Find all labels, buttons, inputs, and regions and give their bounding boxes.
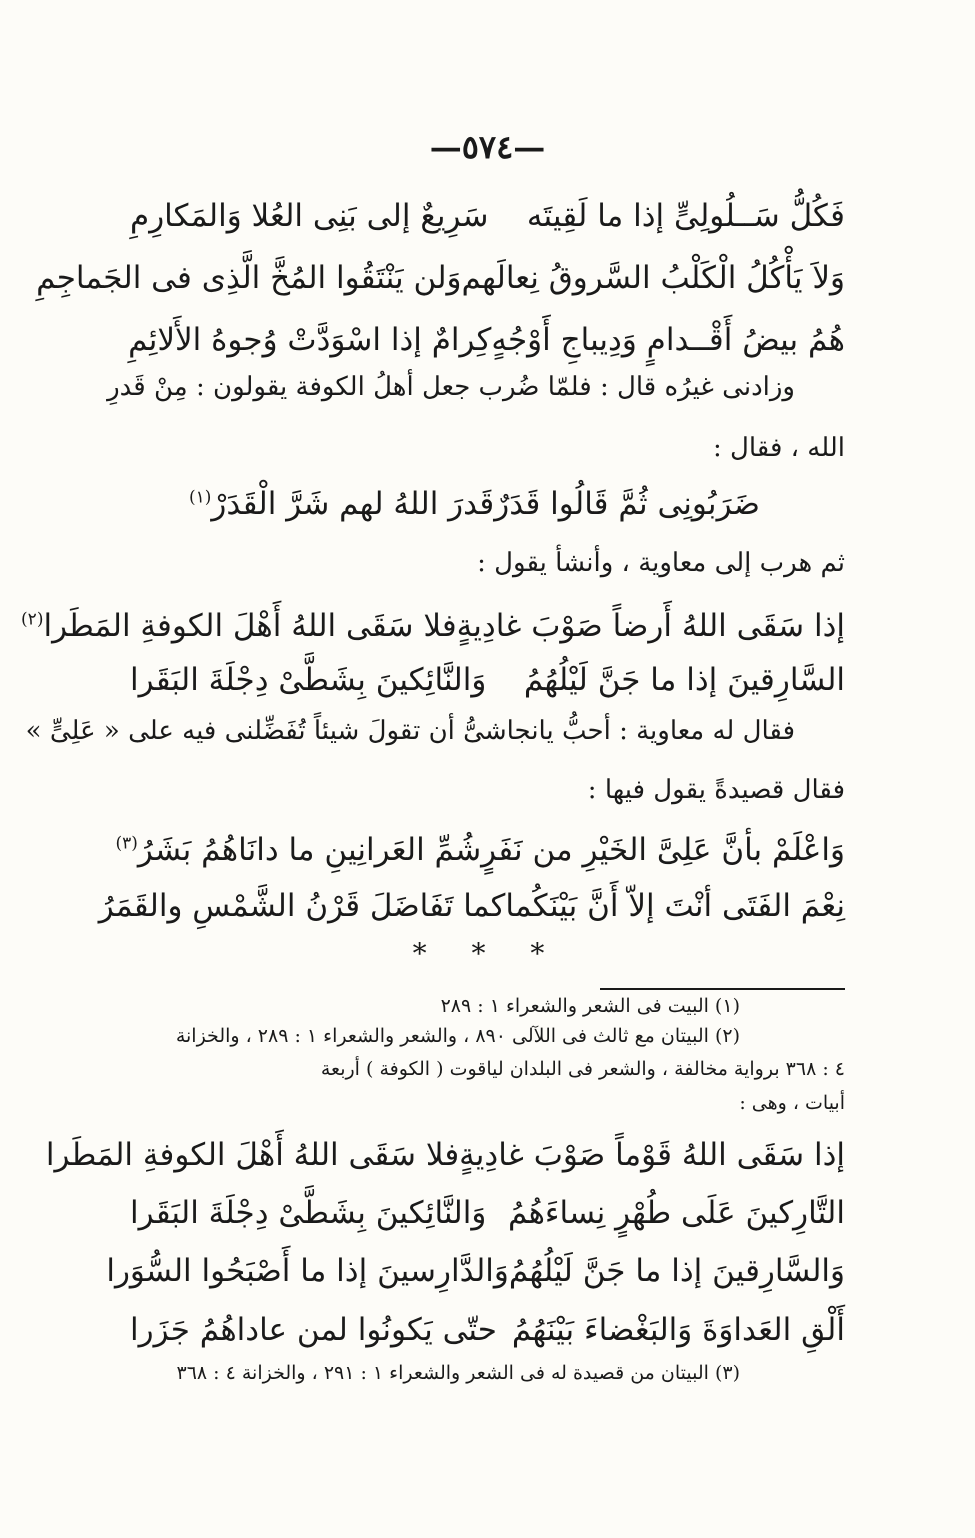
verse-hemistich-second: سَرِيعٌ إلى بَنِى العُلا وَالمَكارِمِ xyxy=(130,198,489,234)
verse-hemistich-second: شُمِّ العَرانِينِ ما دانَاهُمُ بَشَرُ$^{(٣)}$ xyxy=(115,832,482,868)
section-separator: * * * xyxy=(412,937,563,970)
verse-hemistich-second: كِرامٌ إذا اسْوَدَّتْ وُجوهُ الأَلائِمِ xyxy=(128,322,492,358)
verse-hemistich-first: فَكُلُّ سَــلُولِىٍّ إذا ما لَقِيتَه xyxy=(526,198,845,234)
verse-hemistich-first: التَّارِكينَ عَلَى طُهْرٍ نِساءَهُمُ xyxy=(507,1195,845,1231)
prose-line: الله ، فقال : xyxy=(712,433,845,463)
prose-line: ثم هرب إلى معاوية ، وأنشأ يقول : xyxy=(477,548,845,578)
verse-hemistich-second: قَدرَ اللهُ لهم شَرَّ الْقَدَرْ$^{(١)}$ xyxy=(188,486,495,522)
verse-hemistich-second: وَالدَّارِسينَ إذا ما أَصْبَحُوا السُّوَرا xyxy=(106,1253,509,1289)
footnote-marker: (١) xyxy=(188,487,212,508)
verse-hemistich-second: وَالنَّائِكينَ بِشَطَّىْ دِجْلَةَ البَقَرا xyxy=(130,662,487,698)
verse-line xyxy=(130,310,845,370)
verse-line xyxy=(36,248,845,308)
verse-line xyxy=(130,186,845,246)
verse-hemistich-first: وَلاَ يَأْكُلُ الْكَلْبُ السَّروقُ نِعالَهم xyxy=(461,260,845,296)
verse-hemistich-second: وَلن يَنْتَقُوا المُخَّ الَّذِى فى الجَماجِمِ xyxy=(36,260,462,296)
footnote-line: (٣) البيتان من قصيدة له فى الشعر والشعراء ١ : ٢٩١ ، والخزانة ٤ : ٣٦٨ xyxy=(176,1362,740,1384)
footnote-verse-line xyxy=(130,1300,845,1360)
verse-hemistich-first: وَاعْلَمْ بأنَّ عَلِىَّ الخَيْرِ من نَفَرٍ xyxy=(481,832,845,868)
verse-line xyxy=(130,650,845,710)
footnote-line: (٢) البيتان مع ثالث فى اللآلى ٨٩٠ ، والشعر والشعراء ١ : ٢٨٩ ، والخزانة xyxy=(175,1025,740,1047)
prose-line: وزادنى غيرُه قال : فلمّا ضُرب جعل أهلُ الكوفة يقولون : مِنْ قَدرِ xyxy=(107,372,795,402)
footnote-verse-line xyxy=(45,1125,845,1185)
footnote-line: ٤ : ٣٦٨ برواية مخالفة ، والشعر فى البلدان لياقوت ( الكوفة ) أربعة xyxy=(320,1058,845,1080)
footnote-marker: (٢) xyxy=(21,609,44,630)
verse-hemistich-second: وَالنَّائِكينَ بِشَطَّىْ دِجْلَةَ البَقَرا xyxy=(130,1195,487,1231)
verse-hemistich-second: فلا سَقَى اللهُ أَهْلَ الكوفةِ المَطَرا$^{(٢)}$ xyxy=(21,608,457,644)
verse-hemistich-first: هُمُ بيضُ أَقْــدامٍ وَدِيباجِ أَوْجُهٍ xyxy=(491,322,845,358)
verse-hemistich-second: كما تَفَاضَلَ قَرْنُ الشَّمْسِ والقَمَرُ xyxy=(98,888,506,924)
verse-hemistich-first: ضَرَبُونِى ثُمَّ قَالُوا قَدَرٌ xyxy=(494,486,760,522)
page-number: —٥٧٤— xyxy=(429,128,546,166)
verse-line xyxy=(115,820,845,880)
verse-hemistich-first: أَلْقِ العَداوَةَ وَالبَغْضاءَ بَيْنَهُمُ xyxy=(511,1312,845,1348)
footnote-rule xyxy=(600,988,845,990)
verse-line xyxy=(21,596,845,656)
verse-line xyxy=(98,876,845,936)
footnote-verse-line xyxy=(106,1241,845,1301)
verse-hemistich-first: السَّارِقينَ إذا ما جَنَّ لَيْلُهُمُ xyxy=(523,662,845,698)
verse-hemistich-first: وَالسَّارِقينَ إذا ما جَنَّ لَيْلُهُمُ xyxy=(508,1253,845,1289)
footnote-verse-line xyxy=(130,1183,845,1243)
footnote-line: (١) البيت فى الشعر والشعراء ١ : ٢٨٩ xyxy=(440,995,740,1017)
verse-hemistich-first: نِعْمَ الفَتَى أنْتَ إلاّ أَنَّ بَيْنَكُما xyxy=(505,888,845,924)
verse-hemistich-first: إذا سَقَى اللهُ قَوْماً صَوْبَ غادِيةٍ xyxy=(459,1137,845,1173)
prose-line: فقال قصيدةً يقول فيها : xyxy=(587,775,845,805)
verse-hemistich-second: حتّى يَكونُوا لمن عاداهُمُ جَزَرا xyxy=(130,1312,497,1348)
verse-hemistich-first: إذا سَقَى اللهُ أَرضاً صَوْبَ غادِيةٍ xyxy=(456,608,845,644)
prose-line: فقال له معاوية : أحبُّ يانجاشىُّ أن تقولَ شيئاً تُفَضِّلنى فيه على « عَلِىٍّ » xyxy=(25,716,795,746)
verse-line xyxy=(188,474,760,534)
verse-hemistich-second: فلا سَقَى اللهُ أَهْلَ الكوفةِ المَطَرا xyxy=(45,1137,460,1173)
footnote-marker: (٣) xyxy=(115,833,138,854)
footnote-line: أبيات ، وهى : xyxy=(739,1092,845,1114)
